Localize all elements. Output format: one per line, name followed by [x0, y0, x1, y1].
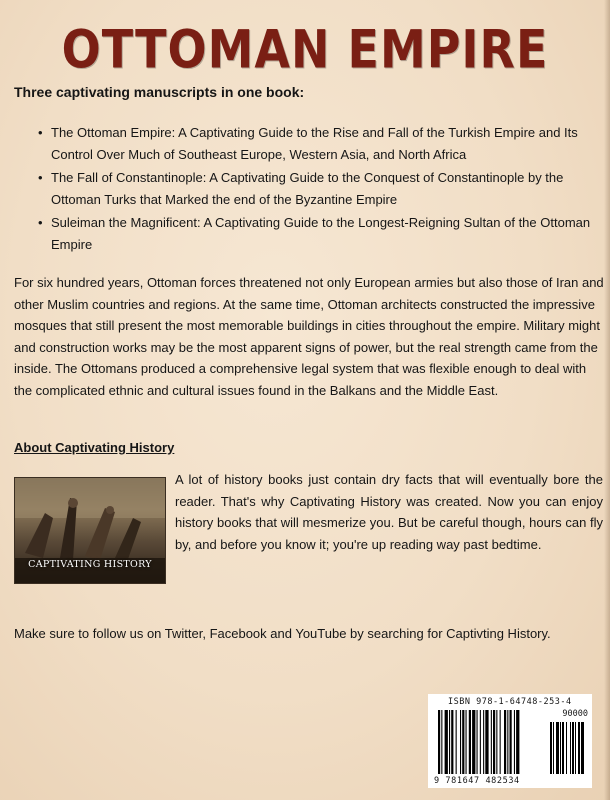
- barcode-bar: [507, 710, 508, 774]
- barcode-bar: [578, 722, 580, 774]
- barcode-bar: [462, 710, 464, 774]
- barcode-bar: [556, 722, 559, 774]
- barcode-bar: [496, 710, 497, 774]
- isbn-number: ISBN 978-1-64748-253-4: [448, 697, 572, 707]
- barcode-bar: [483, 710, 484, 774]
- barcode-bar: [514, 710, 515, 774]
- barcode-bar: [575, 722, 576, 774]
- barcode-digits: 9 781647 482534: [434, 776, 520, 786]
- barcode-bar: [570, 722, 571, 774]
- barcode-bar: [477, 710, 478, 774]
- about-heading: About Captivating History: [14, 440, 175, 455]
- manuscript-list: [38, 122, 604, 257]
- barcode-bar: [504, 710, 506, 774]
- barcode-bar: [572, 722, 574, 774]
- barcode-bar: [449, 710, 450, 774]
- logo-caption: CAPTIVATING HISTORY: [28, 559, 152, 570]
- list-item: • The Ottoman Empire: A Captivating Guide to the Rise and Fall of the Turkish Empire and Its Control Over Much of Southeast Europe, Western Asia, and North Africa: [38, 122, 604, 165]
- barcode-bars: [428, 694, 592, 788]
- barcode-bar: [516, 710, 519, 774]
- barcode-bar: [469, 710, 471, 774]
- barcode-bar: [500, 710, 501, 774]
- barcode-bar: [441, 710, 442, 774]
- barcode-bar: [493, 710, 495, 774]
- book-spine-shadow: [604, 0, 610, 800]
- social-follow-text: Make sure to follow us on Twitter, Facebook and YouTube by searching for Captivting History.: [14, 626, 551, 641]
- isbn-barcode: [428, 694, 592, 788]
- barcode-bar: [456, 710, 457, 774]
- barcode-bar: [553, 722, 554, 774]
- barcode-bar: [581, 722, 584, 774]
- barcode-bar: [566, 722, 567, 774]
- intro-heading: Three captivating manuscripts in one book:: [14, 84, 305, 100]
- barcode-bar: [445, 710, 448, 774]
- barcode-bar: [550, 722, 552, 774]
- barcode-bar: [491, 710, 492, 774]
- price-code: 90000: [562, 709, 588, 719]
- barcode-bar: [451, 710, 453, 774]
- list-item: • Suleiman the Magnificent: A Captivating Guide to the Longest-Reigning Sultan of the Ottoman Empire: [38, 212, 604, 255]
- about-paragraph: A lot of history books just contain dry facts that will eventually bore the reader. That's why Captivating History was created. Now you can enjoy history books that will mesmerize you. But be careful though, hours can fly by, and before you know it; you're up reading way past bedtime.: [175, 472, 603, 552]
- book-title: OTTOMAN EMPIRE: [61, 18, 549, 81]
- description-paragraph: For six hundred years, Ottoman forces threatened not only European armies but also those of Iran and other Muslim countries and regions. At the same time, Ottoman architects constructed the impressive mosques that still present the most memorable buildings in cities throughout the empire. Military might and construction works may be the most apparent signs of power, but the real strength came from the inside. The Ottomans produced a comprehensive legal system that was flexible enough to deal with the complicated ethnic and cultural issues found in the Balkans and the Middle East.: [14, 275, 604, 398]
- barcode-bar: [472, 710, 475, 774]
- barcode-bar: [510, 710, 512, 774]
- list-item: • The Fall of Constantinople: A Captivating Guide to the Conquest of Constantinople by the Ottoman Turks that Marked the end of the Byzantine Empire: [38, 167, 604, 210]
- publisher-logo-image: [14, 477, 166, 584]
- barcode-bar: [485, 710, 488, 774]
- barcode-bar: [480, 710, 481, 774]
- barcode-bar: [466, 710, 467, 774]
- barcode-bar: [562, 722, 564, 774]
- barcode-bar: [560, 722, 561, 774]
- barcode-bar: [438, 710, 440, 774]
- barcode-bar: [460, 710, 461, 774]
